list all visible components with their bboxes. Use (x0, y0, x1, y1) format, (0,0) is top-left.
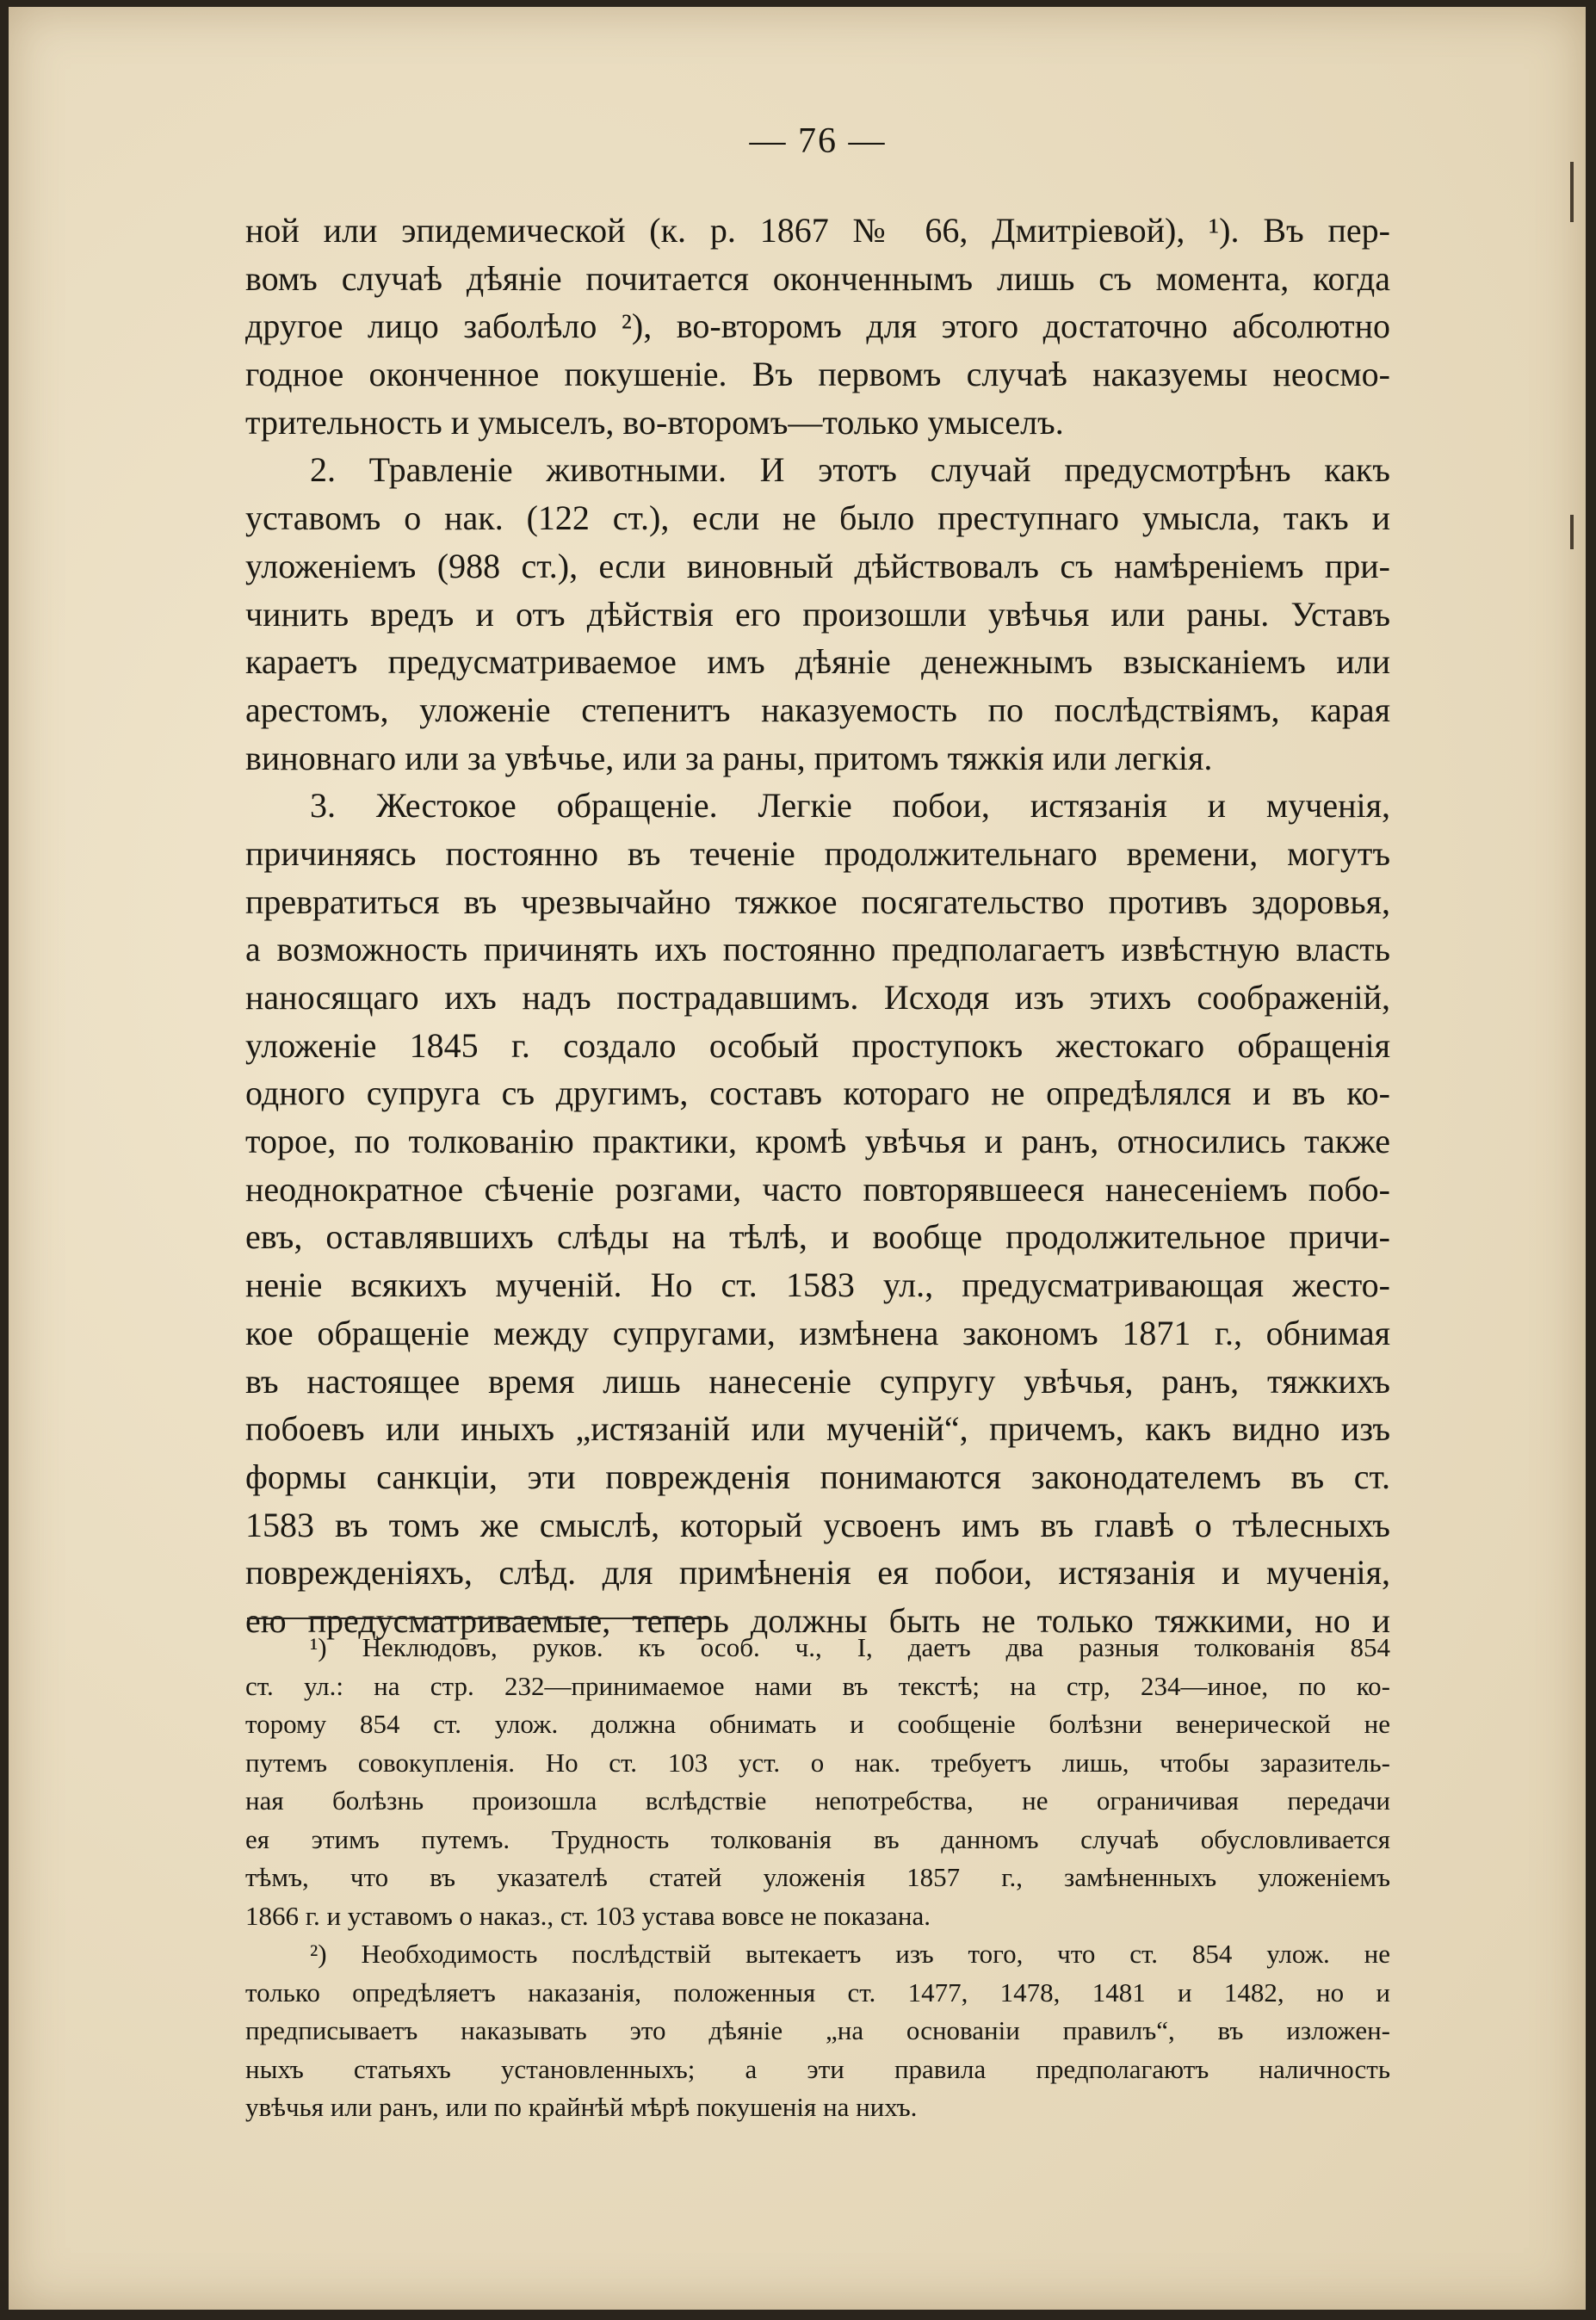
body-text-line: поврежденіяхъ, слѣд. для примѣненія ея побои, истязанія и мученія, (245, 1553, 1390, 1593)
body-text-line: уставомъ о нак. (122 ст.), если не было преступнаго умысла, такъ и (245, 498, 1390, 538)
margin-mark (1570, 515, 1574, 549)
body-text-line: 2. Травленіе животными. И этотъ случай предусмотрѣнъ какъ (310, 450, 1390, 490)
body-text-line: ею предусматриваемые, теперь должны быть не только тяжкими, но и (245, 1600, 1390, 1640)
scanned-page (9, 7, 1586, 2310)
footnote-line: ная болѣзнь произошла вслѣдствіе непотребства, не ограничивая передачи (245, 1785, 1390, 1816)
margin-mark (1570, 162, 1574, 222)
body-text-line: причиняясь постоянно въ теченіе продолжительнаго времени, могутъ (245, 833, 1390, 873)
body-text-line: годное оконченное покушеніе. Въ первомъ случаѣ наказуемы неосмо- (245, 355, 1390, 394)
body-text-line: евъ, оставлявшихъ слѣды на тѣлѣ, и вообще продолжительное причи- (245, 1217, 1390, 1257)
footnote-line: ²) Необходимость послѣдствій вытекаетъ изъ того, что ст. 854 улож. не (310, 1939, 1390, 1969)
footnote-line: ¹) Неклюдовъ, руков. къ особ. ч., I, даетъ два разныя толкованія 854 (310, 1632, 1390, 1662)
footnote-line: 1866 г. и уставомъ о наказ., ст. 103 устава вовсе не показана. (245, 1900, 931, 1931)
body-text-line: неніе всякихъ мученій. Но ст. 1583 ул., предусматривающая жесто- (245, 1265, 1390, 1305)
body-text-line: формы санкціи, эти поврежденія понимаются законодателемъ въ ст. (245, 1457, 1390, 1496)
footnote-line: только опредѣляетъ наказанія, положенныя ст. 1477, 1478, 1481 и 1482, но и (245, 1977, 1390, 2008)
body-text-line: а возможность причинять ихъ постоянно предполагаетъ извѣстную власть (245, 930, 1390, 969)
body-text-line: уложеніемъ (988 ст.), если виновный дѣйствовалъ съ намѣреніемъ при- (245, 546, 1390, 585)
body-text-line: виновнаго или за увѣчье, или за раны, притомъ тяжкія или легкія. (245, 738, 1213, 777)
body-text-line: уложеніе 1845 г. создало особый проступокъ жестокаго обращенія (245, 1025, 1390, 1065)
footnote-line: тѣмъ, что въ указателѣ статей уложенія 1857 г., замѣненныхъ уложеніемъ (245, 1862, 1390, 1892)
body-text-line: одного супруга съ другимъ, составъ котораго не опредѣлялся и въ ко- (245, 1073, 1390, 1113)
body-text-line: вомъ случаѣ дѣяніе почитается оконченнымъ лишь съ момента, когда (245, 258, 1390, 298)
page-number: — 76 — (749, 121, 887, 161)
body-text-line: побоевъ или иныхъ „истязаній или мученій“, причемъ, какъ видно изъ (245, 1409, 1390, 1449)
footnote-divider (247, 1618, 708, 1619)
footnotes (245, 1629, 1390, 2127)
body-text-line: трительность и умыселъ, во-второмъ—только умыселъ. (245, 402, 1064, 442)
body-text-line: другое лицо заболѣло ²), во-второмъ для этого достаточно абсолютно (245, 306, 1390, 346)
footnote-line: торому 854 ст. улож. должна обнимать и сообщеніе болѣзни венерической не (245, 1709, 1390, 1739)
body-text-line: въ настоящее время лишь нанесеніе супругу увѣчья, ранъ, тяжкихъ (245, 1361, 1390, 1401)
footnote-line: ея этимъ путемъ. Трудность толкованія въ данномъ случаѣ обусловливается (245, 1823, 1390, 1854)
body-text-line: неоднократное сѣченіе розгами, часто повторявшееся нанесеніемъ побо- (245, 1169, 1390, 1209)
body-text-line: 1583 въ томъ же смыслѣ, который усвоенъ имъ въ главѣ о тѣлесныхъ (245, 1505, 1390, 1544)
body-text-line: превратиться въ чрезвычайно тяжкое посягательство противъ здоровья, (245, 882, 1390, 921)
body-text-line: наносящаго ихъ надъ пострадавшимъ. Исходя изъ этихъ соображеній, (245, 978, 1390, 1017)
main-text (245, 207, 1390, 1645)
footnote-line: увѣчья или ранъ, или по крайнѣй мѣрѣ покушенія на нихъ. (245, 2092, 918, 2122)
body-text-line: ной или эпидемической (к. р. 1867 № 66, Дмитріевой), ¹). Въ пер- (245, 211, 1390, 250)
footnote-line: путемъ совокупленія. Но ст. 103 уст. о нак. требуетъ лишь, чтобы заразитель- (245, 1747, 1390, 1778)
body-text-line: торое, по толкованію практики, кромѣ увѣчья и ранъ, относились также (245, 1122, 1390, 1161)
body-text-line: арестомъ, уложеніе степенитъ наказуемость по послѣдствіямъ, карая (245, 690, 1390, 729)
body-text-line: чинить вредъ и отъ дѣйствія его произошли увѣчья или раны. Уставъ (245, 594, 1390, 634)
footnote-line: предписываетъ наказывать это дѣяніе „на основаніи правилъ“, въ изложен- (245, 2015, 1390, 2045)
body-text-line: караетъ предусматриваемое имъ дѣяніе денежнымъ взысканіемъ или (245, 642, 1390, 682)
footnote-line: ст. ул.: на стр. 232—принимаемое нами въ текстѣ; на стр, 234—иное, по ко- (245, 1670, 1390, 1701)
body-text-line: 3. Жестокое обращеніе. Легкіе побои, истязанія и мученія, (310, 786, 1390, 826)
body-text-line: кое обращеніе между супругами, измѣнена закономъ 1871 г., обнимая (245, 1313, 1390, 1352)
footnote-line: ныхъ статьяхъ установленныхъ; а эти правила предполагаютъ наличность (245, 2053, 1390, 2084)
